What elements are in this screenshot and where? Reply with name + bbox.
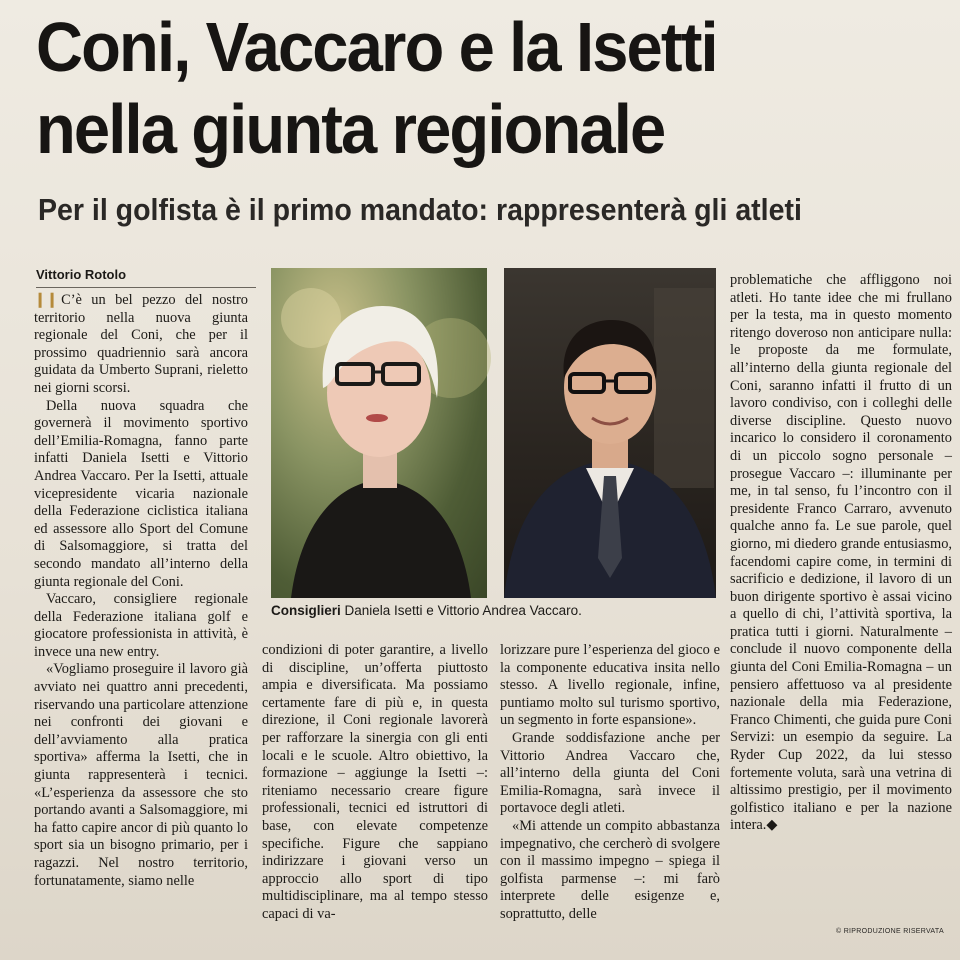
article-column-3 <box>500 642 720 922</box>
headline-line-1: Coni, Vaccaro e la Isetti <box>36 8 717 86</box>
portrait-woman-illustration <box>271 268 487 598</box>
caption-text: Daniela Isetti e Vittorio Andrea Vaccaro. <box>340 603 582 618</box>
article-column-1 <box>34 292 248 932</box>
paragraph: Vaccaro, consigliere regionale della Federazione italiana golf e giocatore professionista in attività, è invece una new entry. <box>34 591 248 660</box>
photo-caption <box>271 602 721 620</box>
paragraph: problematiche che affliggono noi atleti. Ho tante idee che mi frullano per la testa, ma in questo momento ritengo doveroso non anticipare nulla: le proposte da me formulate, all’interno della giunta regionale del Coni, saranno infatti il frutto di un lavoro condiviso, con i colleghi delle diverse discipline. Questo nuovo incarico lo considero il coronamento di un piccolo sogno personale – prosegue Vaccaro –: illuminante per me, in tal senso, fu l’incontro con il presidente Franco Carraro, avvenuto qualche anno fa. Le sue parole, quel giorno, mi diedero grande entusiasmo, facendomi capire come, in termini di sacrificio e dedizione, il lavoro di un buon dirigente sportivo è assai vicino a quello di chi, l’attività sportiva, la pratica tutti i giorni. Naturalmente – conclude il nuovo componente della giunta del Coni Emilia-Romagna – un pensiero affettuoso va al presidente nazionale della mia Federazione, Franco Chimenti, che guida pure Coni Servizi: un esempio da seguire. La Ryder Cup 2022, da lui stesso fortemente voluta, sarà una vetrina di altissimo prestigio, per il movimento golfistico italiano e per la nazione intera.◆ <box>730 272 952 834</box>
paragraph: lorizzare pure l’esperienza del gioco e la componente educativa insita nello stesso. A livello regionale, infine, puntiamo molto sul turismo sportivo, un segmento in forte espansione». <box>500 642 720 729</box>
byline: Vittorio Rotolo <box>36 266 256 288</box>
copyright-notice: © RIPRODUZIONE RISERVATA <box>836 928 944 935</box>
headline-line-2: nella giunta regionale <box>36 90 665 168</box>
paragraph: ❙❙ C’è un bel pezzo del nostro territorio nella nuova giunta regionale del Coni, che per il prossimo quadriennio sarà ancora guidata da Umberto Suprani, rieletto nei giorni scorsi. <box>34 292 248 396</box>
subheadline: Per il golfista è il primo mandato: rappresenterà gli atleti <box>38 192 802 227</box>
paragraph: «Vogliamo proseguire il lavoro già avviato nei quattro anni precedenti, riservando una particolare attenzione nei confronti dei giovani e dell’avviamento alla pratica sportiva» afferma la Isetti, che in giunta rappresenterà i tecnici. «L’esperienza da assessore che sto portando avanti a Salsomaggiore, mi ha fatto capire ancor di più quanto lo sport sia un bisogno primario, per i ragazzi. Nel nostro territorio, fortunatamente, siamo nelle <box>34 661 248 889</box>
article-column-2 <box>262 642 488 934</box>
caption-label: Consiglieri <box>271 603 341 618</box>
portrait-man-illustration <box>504 268 716 598</box>
photo-daniela-isetti <box>271 268 487 598</box>
paragraph: «Mi attende un compito abbastanza impegnativo, che cercherò di svolgere con il massimo impegno – spiega il golfista parmense –: mi farò interprete delle esigenze e, soprattutto, delle <box>500 817 720 922</box>
paragraph-marker-icon: ❙❙ <box>34 292 59 308</box>
headline <box>36 6 873 170</box>
article-column-4 <box>730 272 952 932</box>
paragraph: condizioni di poter garantire, a livello di discipline, un’offerta piuttosto ampia e diversificata. Ma possiamo certamente fare di più e, in questa direzione, il Coni regionale lavorerà per rafforzare la sinergia con gli enti locali e le scuole. Altro obiettivo, la formazione – aggiunge la Isetti –: riteniamo necessario creare figure professionali, tecnici ed istruttori di base, con elevate competenze specifiche. Figure che sappiano indirizzare i giovani verso un approccio allo sport di tipo multidisciplinare, ma al tempo stesso capaci di va- <box>262 642 488 922</box>
paragraph: Della nuova squadra che governerà il movimento sportivo dell’Emilia-Romagna, fanno parte infatti Daniela Isetti e Vittorio Andrea Vaccaro. Per la Isetti, attuale vicepresidente vicaria nazionale della Federazione ciclistica italiana ed assessore allo Sport del Comune di Salsomaggiore, si tratta del secondo mandato all’interno della giunta regionale del Coni. <box>34 397 248 590</box>
photo-vittorio-vaccaro <box>504 268 716 598</box>
paragraph: Grande soddisfazione anche per Vittorio Andrea Vaccaro che, all’interno della giunta del Coni Emilia-Romagna, sarà invece il portavoce degli atleti. <box>500 729 720 817</box>
